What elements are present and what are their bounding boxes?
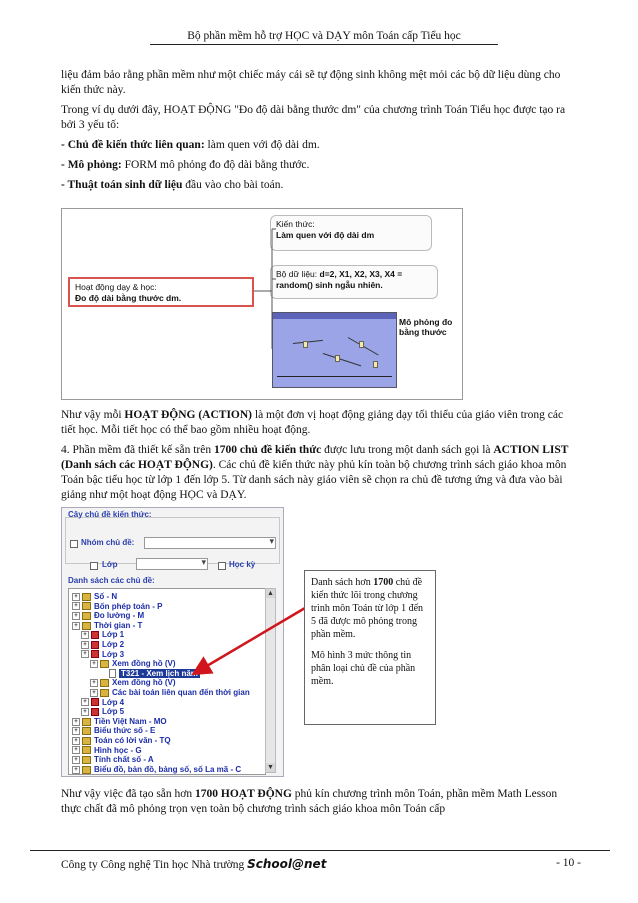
knowledge-value: Làm quen với độ dài dm <box>276 230 375 240</box>
activity-box <box>68 277 254 307</box>
simulation-label: Mô phỏng đo bằng thước <box>399 317 453 337</box>
expand-toggle-icon[interactable]: + <box>90 679 98 687</box>
p5-text-b: phủ kín chương trình môn Toán, phần mềm Math Lesson thực chất đã mô phỏng trọn vẹn toàn bộ chương trình sách giáo khoa môn Toán cấp <box>61 788 558 815</box>
activity-figure <box>61 208 463 400</box>
closing-text <box>61 787 579 822</box>
data-value: d=2, X1, X2, X3, X4 = random() sinh ngẫu nhiên. <box>276 269 403 290</box>
knowledge-box <box>270 215 432 251</box>
intro-text <box>61 68 579 198</box>
data-box <box>270 265 438 299</box>
sim-marker <box>373 361 378 368</box>
tree-item-label: Thời gian - T <box>94 620 143 630</box>
tree-item-label: T321 - Xem lịch năm <box>121 668 198 678</box>
main-text <box>61 408 579 508</box>
note-bold: 1700 <box>373 577 394 588</box>
folder-icon <box>82 766 91 774</box>
tree-item-label: Biểu thức số - E <box>94 726 156 736</box>
bullet-algorithm-text: đầu vào cho bài toán. <box>182 179 284 191</box>
p3-bold: HOẠT ĐỘNG (ACTION) <box>124 409 252 421</box>
note-text-a: Danh sách hơn <box>311 577 374 588</box>
scroll-down-icon[interactable]: ▼ <box>267 764 274 771</box>
tree-item-label: Lớp 1 <box>102 630 125 640</box>
bullet-algorithm <box>61 178 579 193</box>
group-checkbox[interactable] <box>70 540 78 548</box>
expand-toggle-icon[interactable]: + <box>81 650 89 658</box>
tree-item-label: Lớp 2 <box>102 640 125 649</box>
activity-label: Hoạt động dạy & học: <box>75 282 157 292</box>
tree-item-label: Xem đồng hồ (V) <box>112 659 176 669</box>
tree-item-label: Lớp 4 <box>102 697 125 707</box>
p5-text-a: Như vậy việc đã tạo sẵn hơn <box>61 788 195 800</box>
expand-toggle-icon[interactable]: + <box>72 718 80 726</box>
p4-text-c: . Các chủ đề kiến thức này phủ kín toàn bộ chương trình sách giáo khoa môn Toán bậc tiểu học từ lớp 1 đến lớp 5. Từ danh sách này giáo viên sẽ chọn ra chủ đề tương ứng và đưa vào bài giảng như một hoạt động HỌC và DẠY. <box>61 459 567 501</box>
bullet-algorithm-label: - Thuật toán sinh dữ liệu <box>61 179 183 191</box>
page-number: - 10 - <box>556 857 581 869</box>
tree-item-label: Các bài toán liên quan đến thời gian <box>112 688 250 697</box>
expand-toggle-icon[interactable]: + <box>81 708 89 716</box>
semester-checkbox-label: Học kỳ <box>229 560 256 569</box>
expand-toggle-icon[interactable]: + <box>81 698 89 706</box>
tree-item-label: Lớp 3 <box>102 649 125 659</box>
sim-marker <box>335 355 340 362</box>
expand-toggle-icon[interactable]: + <box>72 727 80 735</box>
group-title: Cây chủ đề kiến thức: <box>68 510 152 519</box>
note-paragraph-2: Mô hình 3 mức thông tin phân loại chủ đề của phần mềm. <box>311 650 416 687</box>
paragraph-4 <box>61 443 579 503</box>
note-paragraph-1 <box>311 576 429 641</box>
footer-divider <box>30 850 610 851</box>
p4-bold-2: ACTION LIST (Danh sách các HOẠT ĐỘNG) <box>61 444 569 471</box>
simulation-titlebar <box>273 313 396 319</box>
tree-item-label: Biểu đồ, bản đồ, bảng số, số La mã - C <box>94 764 242 774</box>
ruler-axis <box>277 376 392 377</box>
bullet-simulation <box>61 158 579 173</box>
expand-toggle-icon[interactable]: + <box>72 612 80 620</box>
sim-marker <box>359 341 364 348</box>
tree-item[interactable] <box>72 764 241 775</box>
semester-checkbox[interactable] <box>218 562 226 570</box>
list-title: Danh sách các chủ đề: <box>68 576 155 585</box>
class-dropdown[interactable] <box>136 558 208 570</box>
ruler-simulation <box>272 312 397 388</box>
expand-toggle-icon[interactable]: + <box>72 756 80 764</box>
paragraph-5 <box>61 787 579 817</box>
tree-item-label: Lớp 5 <box>102 707 125 717</box>
footer-brand: School@net <box>247 857 327 871</box>
expand-toggle-icon[interactable]: + <box>72 737 80 745</box>
activity-value: Đo độ dài bằng thước dm. <box>75 293 182 303</box>
class-checkbox-label: Lớp <box>102 560 118 569</box>
tree-item-label: Xem đồng hồ (V) <box>112 678 176 688</box>
paragraph-2: Trong ví dụ dưới đây, HOẠT ĐỘNG "Đo độ dài bằng thước dm" của chương trình Toán Tiểu học được tạo ra bởi 3 yếu tố: <box>61 104 566 131</box>
tree-item-label: Bốn phép toán - P <box>94 601 163 611</box>
callout-arrow <box>180 600 310 690</box>
expand-toggle-icon[interactable]: + <box>90 689 98 697</box>
footer-company: Công ty Công nghệ Tin học Nhà trường <box>61 859 248 871</box>
tree-item-label: Hình học - G <box>94 745 142 755</box>
p4-bold-1: 1700 chủ đề kiến thức <box>213 444 322 456</box>
page-header: Bộ phần mềm hỗ trợ HỌC và DẠY môn Toán cấp Tiểu học <box>150 30 498 45</box>
expand-toggle-icon[interactable]: + <box>72 602 80 610</box>
scroll-up-icon[interactable]: ▲ <box>267 590 274 597</box>
expand-toggle-icon[interactable]: + <box>81 631 89 639</box>
expand-toggle-icon[interactable]: + <box>90 660 98 668</box>
bullet-knowledge <box>61 138 579 153</box>
p4-text-b: được lưu trong một danh sách gọi là <box>321 444 494 456</box>
p3-text-a: Như vậy mỗi <box>61 409 125 421</box>
bullet-simulation-text: FORM mô phỏng đo độ dài bằng thước. <box>121 159 310 171</box>
paragraph-1: liệu đảm bảo rằng phần mềm như một chiếc máy cái sẽ tự động sinh không mệt mỏi các bộ dữ liệu dùng cho kiến thức này. <box>61 69 561 96</box>
expand-toggle-icon[interactable]: + <box>72 622 80 630</box>
bullet-knowledge-label: - Chủ đề kiến thức liên quan: <box>61 139 205 151</box>
expand-toggle-icon[interactable]: + <box>72 746 80 754</box>
p3-text-b: là một đơn vị hoạt động giảng dạy tối thiểu của giáo viên trong các tiết học. Mỗi tiết học có thể bao gồm nhiều hoạt động. <box>61 409 564 436</box>
tree-item-label: Tính chất số - A <box>94 755 154 765</box>
p4-text-a: 4. Phần mềm đã thiết kế sẵn trên <box>61 444 214 456</box>
tree-item-label: Toán có lời văn - TQ <box>94 736 171 745</box>
data-label: Bộ dữ liệu: <box>276 269 318 279</box>
class-checkbox[interactable] <box>90 562 98 570</box>
paragraph-3 <box>61 408 579 438</box>
bullet-knowledge-text: làm quen với độ dài dm. <box>204 139 320 151</box>
tree-item-label: Số - N <box>94 592 118 601</box>
tree-item-label: Đo lường - M <box>94 611 145 621</box>
group-checkbox-label: Nhóm chủ đề: <box>81 538 135 547</box>
expand-toggle-icon[interactable]: + <box>81 641 89 649</box>
bullet-simulation-label: - Mô phỏng: <box>61 159 122 171</box>
tree-item-label: Tiền Việt Nam - MO <box>94 716 167 726</box>
callout-note <box>304 570 436 725</box>
knowledge-label: Kiến thức: <box>276 219 315 229</box>
note-text-b: chủ đề kiến thức lõi trong chương trình môn Toán từ lớp 1 đến 5 đã được mô phỏng trong phần mềm. <box>311 577 424 640</box>
expand-toggle-icon[interactable]: + <box>72 766 80 774</box>
sim-marker <box>303 341 308 348</box>
page-footer <box>61 857 581 871</box>
sim-segment <box>323 353 361 366</box>
expand-toggle-icon[interactable]: + <box>72 593 80 601</box>
group-dropdown[interactable] <box>144 537 276 549</box>
p5-bold: 1700 HOẠT ĐỘNG <box>195 788 292 800</box>
